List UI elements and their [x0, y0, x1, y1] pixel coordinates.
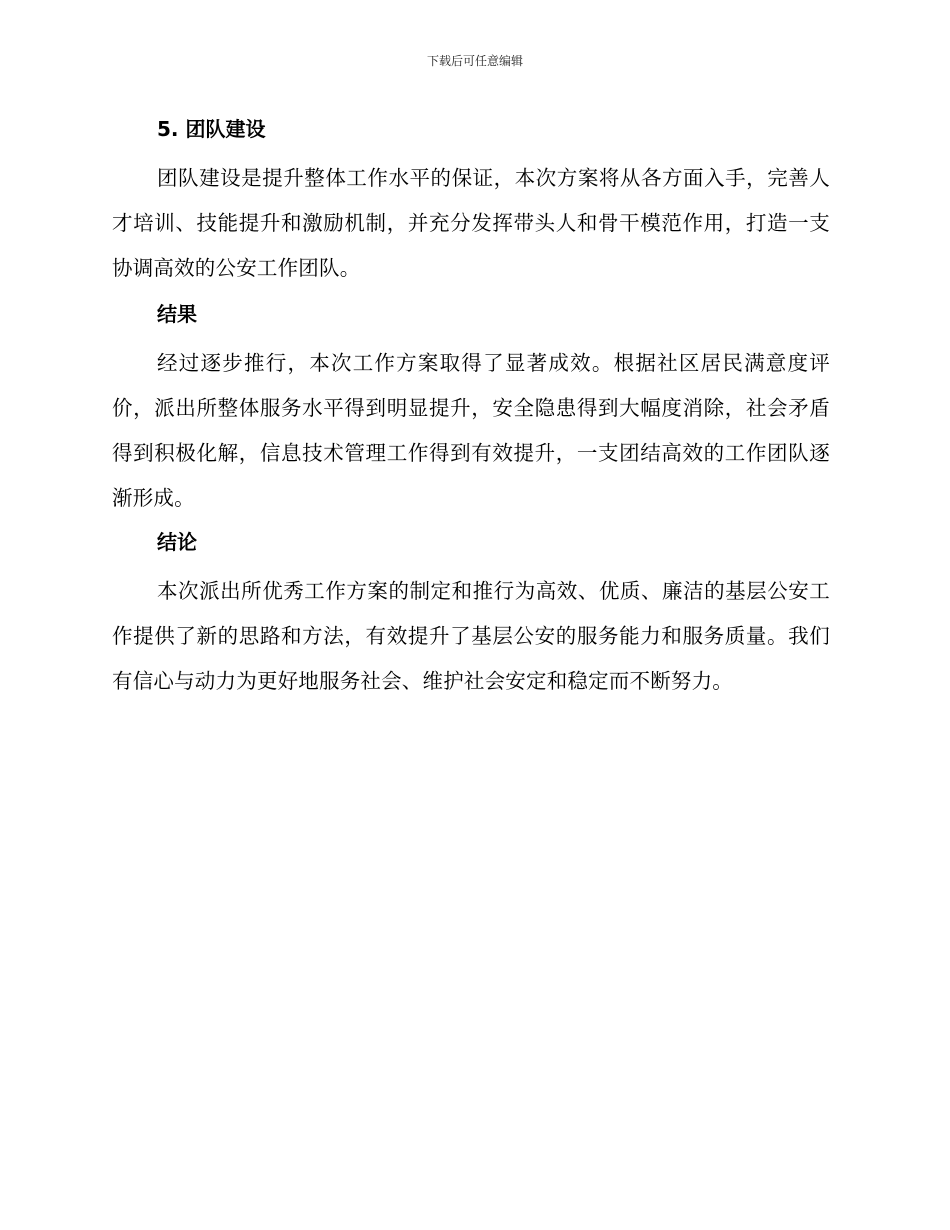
section-heading-conclusion: 结论	[157, 530, 197, 554]
section-heading-results: 结果	[157, 302, 197, 326]
page-header-note: 下载后可任意编辑	[426, 54, 523, 68]
paragraph-results: 经过逐步推行，本次工作方案取得了显著成效。根据社区居民满意度评价，派出所整体服务水平得到明显提升，安全隐患得到大幅度消除，社会矛盾得到积极化解，信息技术管理工作得到有效提升，一支团结高效的工作团队逐渐形成。	[112, 351, 830, 510]
paragraph-conclusion: 本次派出所优秀工作方案的制定和推行为高效、优质、廉洁的基层公安工作提供了新的思路和方法，有效提升了基层公安的服务能力和服务质量。我们有信心与动力为更好地服务社会、维护社会安定和稳定而不断努力。	[112, 579, 830, 693]
section-heading-team-building: 5. 团队建设	[157, 117, 266, 141]
paragraph-team-building: 团队建设是提升整体工作水平的保证，本次方案将从各方面入手，完善人才培训、技能提升和激励机制，并充分发挥带头人和骨干模范作用，打造一支协调高效的公安工作团队。	[112, 166, 830, 280]
document-body	[112, 114, 830, 704]
